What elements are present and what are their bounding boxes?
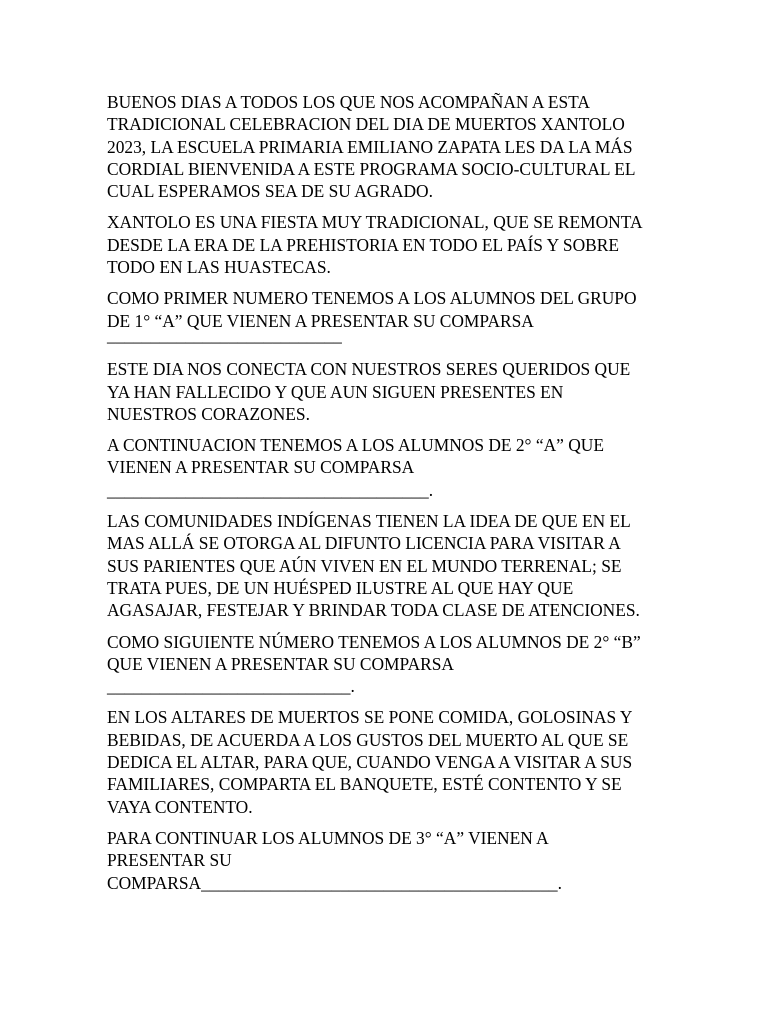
welcome-paragraph: BUENOS DIAS A TODOS LOS QUE NOS ACOMPAÑAN A ESTA TRADICIONAL CELEBRACION DEL DIA DE MUERTOS XANTOLO 2023, LA ESCUELA PRIMARIA EMILIANO ZAPATA LES DA LA MÁS CORDIAL BIENVENIDA A ESTE PROGRAMA SOCIO-CULTURAL EL CUAL ESPERAMOS SEA DE SU AGRADO. [107,92,636,202]
second-group-b-announcement: COMO SIGUIENTE NÚMERO TENEMOS A LOS ALUMNOS DE 2° “B” QUE VIENEN A PRESENTAR SU COMPARSA ____________________________. [107,631,641,697]
first-group-blank-line: ___________________________ [107,324,342,345]
second-group-a-announcement: A CONTINUACION TENEMOS A LOS ALUMNOS DE 2° “A” QUE VIENEN A PRESENTAR SU COMPARSA _____________________________________. [107,435,604,500]
indigenous-communities-paragraph: LAS COMUNIDADES INDÍGENAS TIENEN LA IDEA DE QUE EN EL MAS ALLÁ SE OTORGA AL DIFUNTO LICENCIA PARA VISITAR A SUS PARIENTES QUE AÚN VIVEN EN EL MUNDO TERRENAL; SE TRATA PUES, DE UN HUÉSPED ILUSTRE AL QUE HAY QUE AGASAJAR, FESTEJAR Y BRINDAR TODA CLASE DE ATENCIONES. [107,511,640,621]
document-page [107,91,667,903]
third-group-a-announcement: PARA CONTINUAR LOS ALUMNOS DE 3° “A” VIENEN A PRESENTAR SU COMPARSA_________________________________________. [107,827,562,893]
xantolo-history-paragraph: XANTOLO ES UNA FIESTA MUY TRADICIONAL, QUE SE REMONTA DESDE LA ERA DE LA PREHISTORIA EN TODO EL PAÍS Y SOBRE TODO EN LAS HUASTECAS. [107,212,643,278]
first-group-announcement: COMO PRIMER NUMERO TENEMOS A LOS ALUMNOS DEL GRUPO DE 1° “A” QUE VIENEN A PRESENTAR SU COMPARSA [107,288,637,331]
altars-paragraph: EN LOS ALTARES DE MUERTOS SE PONE COMIDA, GOLOSINAS Y BEBIDAS, DE ACUERDA A LOS GUSTOS DEL MUERTO AL QUE SE DEDICA EL ALTAR, PARA QUE, CUANDO VENGA A VISITAR A SUS FAMILIARES, COMPARTA EL BANQUETE, ESTÉ CONTENTO Y SE VAYA CONTENTO. [107,707,633,817]
loved-ones-paragraph: ESTE DIA NOS CONECTA CON NUESTROS SERES QUERIDOS QUE YA HAN FALLECIDO Y QUE AUN SIGUEN PRESENTES EN NUESTROS CORAZONES. [107,359,631,424]
